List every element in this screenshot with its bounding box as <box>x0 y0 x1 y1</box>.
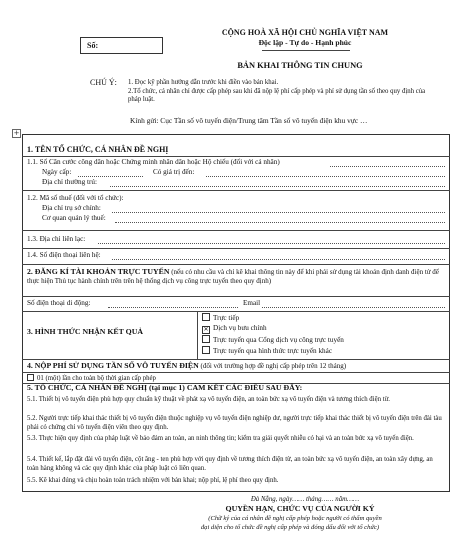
checkbox[interactable] <box>202 346 210 354</box>
field-1-2-label: 1.2. Mã số thuế (đối với tổ chức): <box>27 194 124 202</box>
valid-until-field[interactable] <box>206 176 445 177</box>
signer-title: QUYỀN HẠN, CHỨC VỤ CỦA NGƯỜI KÝ <box>225 504 375 513</box>
signature-note-2: đại diện cho tổ chức đề nghị cấp phép và đóng dấu đối với tổ chức) <box>200 524 380 531</box>
signature-note-1: (Chữ ký của cá nhân đề nghị cấp phép hoặc người có thẩm quyền <box>208 515 382 522</box>
email-field[interactable] <box>262 307 445 308</box>
checkbox[interactable] <box>27 374 34 381</box>
divider <box>22 190 450 191</box>
address-field[interactable] <box>110 186 445 187</box>
contact-address-field[interactable] <box>98 243 445 244</box>
section1-title: 1. TÊN TỔ CHỨC, CÁ NHÂN ĐỀ NGHỊ <box>27 145 169 154</box>
note-2: 2.Tổ chức, cá nhân chỉ được cấp phép sau khi đã nộp lệ phí cấp phép và phí sử dụng tần số theo quy định của pháp luật. <box>128 88 426 103</box>
tax-agency-field[interactable] <box>115 222 445 223</box>
place-date: Đà Nẵng, ngày…… tháng…… năm…… <box>250 496 360 503</box>
email-label: Email <box>243 299 261 307</box>
section4-heading <box>27 362 346 371</box>
checkbox[interactable] <box>202 313 210 321</box>
mobile-phone-label: Số điện thoại di động: <box>27 299 91 307</box>
divider <box>22 156 450 157</box>
delivery-option-direct[interactable]: Trực tiếp <box>202 313 239 322</box>
section2-block <box>27 267 445 286</box>
delivery-option-portal[interactable]: Trực tuyến qua Cổng dịch vụ công trực tuyến <box>202 335 344 344</box>
field-1-1-label: 1.1. Số Căn cước công dân hoặc Chứng minh nhân dân hoặc Hộ chiếu (đối với cá nhân) <box>27 158 280 166</box>
delivery-option-other[interactable]: Trực tuyến qua hình thức trực tuyến khác <box>202 346 332 355</box>
commitment-5-4: 5.4. Thiết kế, lắp đặt đài vô tuyến điện, cột ăng - ten phù hợp với quy định về tương thích điện từ, an toàn bức xạ vô tuyến điện, an toàn xây dựng, an toàn hàng không và các quy định khác của pháp luật có liên quan. <box>27 456 433 473</box>
section2-description: (nếu có nhu cầu và chỉ kê khai thông tin này để khi phải sử dụng tài khoản định danh điện tử để thực hiện Thủ tục hành chính trên trên hệ thống dịch vụ công trực tuyến theo quy định) <box>27 268 439 285</box>
section5-title: 5. TỔ CHỨC, CÁ NHÂN ĐỀ NGHỊ (tại mục 1) CAM KẾT CÁC ĐIỀU SAU ĐÂY: <box>27 383 303 392</box>
divider <box>197 311 198 359</box>
checkbox[interactable] <box>202 335 210 343</box>
recipient-line: Kính gửi: Cục Tần số vô tuyến điện/Trung tâm Tần số vô tuyến điện khu vực … <box>130 116 368 125</box>
section4-title: 4. NỘP PHÍ SỬ DỤNG TẦN SỐ VÔ TUYẾN ĐIỆN <box>27 361 199 370</box>
form-title: BẢN KHAI THÔNG TIN CHUNG <box>237 61 363 70</box>
issue-date-label: Ngày cấp: <box>42 168 72 176</box>
table-move-handle-icon[interactable]: + <box>13 129 20 137</box>
section4-note: (đối với trường hợp đề nghị cấp phép trên 12 tháng) <box>200 362 347 370</box>
motto: Độc lập - Tự do - Hạnh phúc <box>258 38 352 47</box>
divider <box>22 296 450 297</box>
hq-address-field[interactable] <box>112 212 445 213</box>
commitment-5-3: 5.3. Thực hiện quy định của pháp luật về bảo đảm an toàn, an ninh thông tin; kiểm tra giải quyết nhiễu có hại và an toàn bức xạ vô tuyến điện. <box>27 435 414 442</box>
commitment-5-2: 5.2. Người trực tiếp khai thác thiết bị vô tuyến điện thuộc nghiệp vụ vô tuyến điện nghiệp dư, người trực tiếp khai thác thiết bị vô tuyến điện trên đài tàu phải có chứng chỉ vô tuyến điện viên theo quy định. <box>27 415 442 432</box>
divider <box>22 230 450 231</box>
contact-phone-field[interactable] <box>112 259 445 260</box>
mobile-phone-field[interactable] <box>108 307 238 308</box>
checkbox[interactable]: ✕ <box>203 327 209 333</box>
nation-heading: CỘNG HOÀ XÃ HỘI CHỦ NGHĨA VIỆT NAM <box>221 28 389 37</box>
tax-agency-label: Cơ quan quản lý thuế: <box>42 214 106 222</box>
address-label: Địa chỉ thường trú: <box>42 178 98 186</box>
valid-until-label: Có giá trị đến: <box>153 168 195 176</box>
section3-title: 3. HÌNH THỨC NHẬN KẾT QUẢ <box>27 327 143 336</box>
fee-option-once[interactable]: 01 (một) lần cho toàn bộ thời gian cấp phép <box>27 374 156 383</box>
document-number-label: Số: <box>87 41 99 50</box>
divider <box>22 359 450 360</box>
divider <box>22 372 450 373</box>
field-1-3-label: 1.3. Địa chỉ liên lạc: <box>27 235 86 243</box>
commitment-5-5: 5.5. Kê khai đúng và chịu hoàn toàn trách nhiệm với bản khai; nộp phí, lệ phí theo quy định. <box>27 477 279 484</box>
notes-label: CHÚ Ý: <box>90 78 117 87</box>
note-1: 1. Đọc kỹ phần hướng dẫn trước khi điền vào bản khai. <box>128 79 279 86</box>
divider <box>22 264 450 265</box>
section2-title: 2. ĐĂNG KÍ TÀI KHOẢN TRỰC TUYẾN <box>27 267 170 276</box>
document-number-box[interactable] <box>80 37 163 54</box>
hq-address-label: Địa chỉ trụ sở chính: <box>42 204 101 212</box>
field-1-4-label: 1.4. Số điện thoại liên hệ: <box>27 251 101 259</box>
commitment-5-1: 5.1. Thiết bị vô tuyến điện phù hợp quy chuẩn kỹ thuật về phát xạ vô tuyến điện, an toàn bức xạ vô tuyến điện và tương thích điện từ. <box>27 396 390 403</box>
motto-underline <box>262 50 350 51</box>
issue-date-field[interactable] <box>78 176 143 177</box>
delivery-option-postal[interactable]: ✕ Dịch vụ bưu chính <box>203 324 267 333</box>
id-number-field[interactable] <box>330 166 445 167</box>
divider <box>22 311 450 312</box>
divider <box>22 248 450 249</box>
